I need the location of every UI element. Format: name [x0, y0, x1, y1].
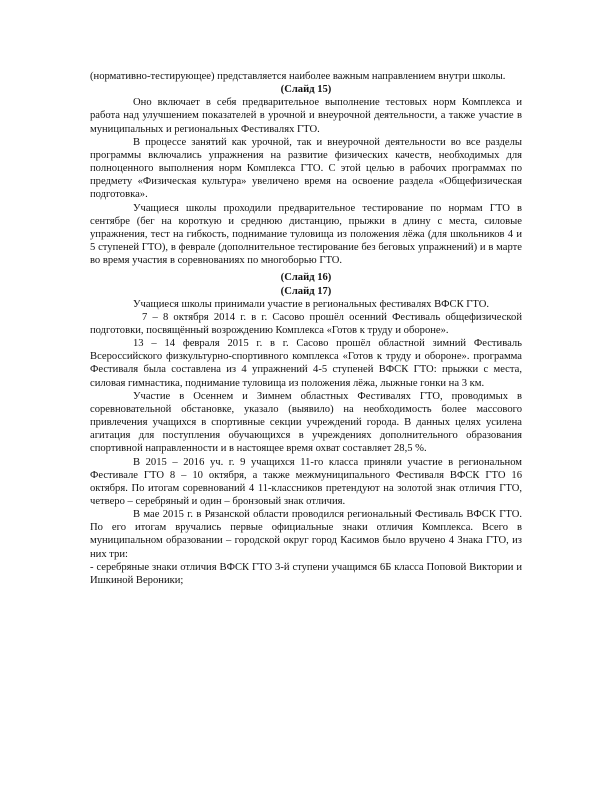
document-page [90, 70, 522, 587]
paragraph-3: Учащиеся школы проходили предварительное тестирование по нормам ГТО в сентябре (бег на короткую и среднюю дистанцию, прыжки в длину с места, силовые упражнения, тест на гибкость, поднимание туловища из положения лёжа (для школьников 4 и 5 ступеней ГТО), в феврале (дополнительное тестирование без беговых упражнений) и в марте во время участия в соревнованиях по многоборью ГТО. [90, 202, 522, 267]
slide-15-heading: (Слайд 15) [280, 84, 332, 96]
paragraph-intro: (нормативно-тестирующее) представляется наиболее важным направлением внутри школы. [90, 71, 506, 82]
paragraph-8: В 2015 – 2016 уч. г. 9 учащихся 11-го класса приняли участие в региональном Фестивале ГТО 8 – 10 октября, а также межмуниципального Фестиваля ВФСК ГТО 16 октября. По итогам соревнований 4 11-классников претендуют на золотой знак отличия ГТО, четверо – серебряный и один – бронзовый знак отличия. [90, 456, 522, 507]
paragraph-4: Учащиеся школы принимали участие в региональных фестивалях ВФСК ГТО. [133, 298, 490, 310]
slide-16-heading: (Слайд 16) [280, 272, 332, 284]
paragraph-7: Участие в Осеннем и Зимнем областных Фестивалях ГТО, проводимых в соревновательной обстановке, указало (выявило) на необходимость более массового привлечения учащихся в спортивные секции учреждений города. В данных целях усилена агитация для поступления обучающихся в учреждениях дополнительного образования спортивной направленности и в настоящее время охват составляет 28,5 %. [90, 390, 522, 455]
paragraph-5: 7 – 8 октября 2014 г. в г. Сасово прошёл осенний Фестиваль общефизической подготовки, посвящённый возрождению Комплекса «Готов к труду и обороне». [90, 311, 522, 336]
paragraph-1: Оно включает в себя предварительное выполнение тестовых норм Комплекса и работа над улучшением показателей в урочной и внеурочной деятельности, а также участие в муниципальных и региональных Фестивалях ГТО. [90, 97, 522, 135]
paragraph-2: В процессе занятий как урочной, так и внеурочной деятельности во все разделы программы включались упражнения на развитие физических качеств, необходимых для полноценного выполнения норм Комплекса ГТО. С этой целью в рабочих программах по предмету «Физическая культура» увеличено время на освоение раздела «Общефизическая подготовка». [90, 136, 522, 201]
paragraph-6: 13 – 14 февраля 2015 г. в г. Сасово прошёл областной зимний Фестиваль Всероссийского физкультурно-спортивного комплекса «Готов к труду и обороне». программа Фестиваля была составлена из 4 упражнений 4-5 ступеней ВФСК ГТО: прыжки с места, силовая гимнастика, поднимание туловища из положения лёжа, лыжные гонки на 3 км. [90, 338, 522, 389]
paragraph-9: В мае 2015 г. в Рязанской области проводился региональный Фестиваль ВФСК ГТО. По его итогам вручались первые официальные знаки отличия Комплекса. Всего в муниципальном образовании – городской округ город Касимов было вручено 4 Знака ГТО, из них три: [90, 509, 522, 560]
slide-17-heading: (Слайд 17) [280, 285, 332, 297]
paragraph-10: - серебряные знаки отличия ВФСК ГТО 3-й ступени учащимся 6Б класса Поповой Виктории и Ишкиной Вероники; [90, 561, 522, 586]
